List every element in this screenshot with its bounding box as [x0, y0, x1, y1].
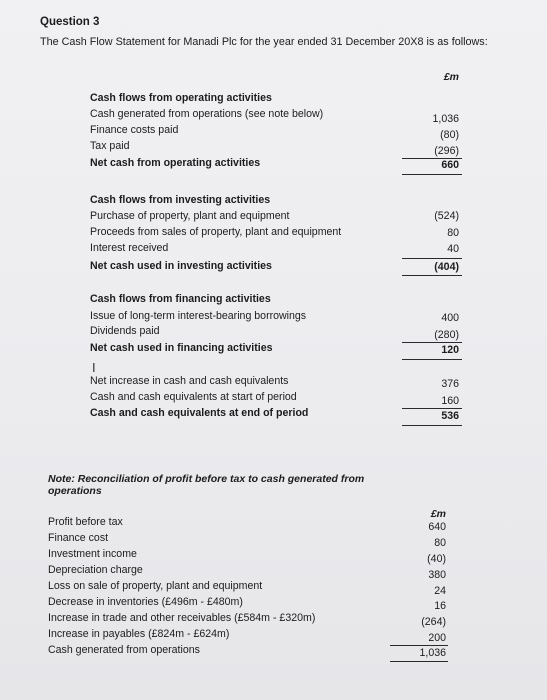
investing-heading: Cash flows from investing activities — [90, 194, 271, 206]
operating-row-amount: (80) — [440, 129, 459, 141]
total-rule — [402, 174, 462, 175]
summary-total-label: Cash and cash equivalents at end of period — [90, 407, 309, 419]
note-row-amount: 80 — [434, 537, 446, 549]
question-title: Question 3 — [40, 16, 100, 28]
note-row-amount: 24 — [434, 585, 446, 597]
operating-total-amount: 660 — [441, 159, 459, 171]
financing-row-label: Issue of long-term interest-bearing borrowings — [90, 310, 307, 322]
investing-row-amount: 80 — [447, 227, 459, 239]
financing-total-label: Net cash used in financing activities — [90, 342, 273, 354]
investing-row-label: Purchase of property, plant and equipment — [90, 210, 290, 222]
operating-total-label: Net cash from operating activities — [90, 157, 261, 169]
note-total-label: Cash generated from operations — [48, 644, 200, 656]
financing-row-label: Dividends paid — [90, 325, 160, 337]
investing-row-label: Proceeds from sales of property, plant and equipment — [90, 226, 342, 238]
note-row-label: Profit before tax — [48, 516, 123, 528]
operating-row-amount: 1,036 — [432, 113, 459, 125]
summary-row-label: Net increase in cash and cash equivalents — [90, 375, 289, 387]
currency-header: £m — [443, 71, 459, 83]
investing-total-amount: (404) — [434, 261, 459, 273]
intro-text: The Cash Flow Statement for Manadi Plc for the year ended 31 December 20X8 is as follows: — [40, 36, 488, 48]
financing-heading: Cash flows from financing activities — [90, 293, 271, 305]
summary-row-amount: 376 — [441, 378, 459, 390]
operating-row-label: Cash generated from operations (see note below) — [90, 108, 324, 120]
note-row-amount: 16 — [434, 600, 446, 612]
total-rule — [402, 359, 462, 360]
note-row-amount: (40) — [427, 553, 446, 565]
financing-row-amount: 400 — [441, 312, 459, 324]
note-currency-header: £m — [430, 508, 446, 520]
note-row-amount: 200 — [428, 632, 446, 644]
note-row-label: Finance cost — [48, 532, 109, 544]
operating-row-label: Tax paid — [90, 140, 130, 152]
summary-row-amount: 160 — [441, 395, 459, 407]
note-heading: Note: Reconciliation of profit before tax to cash generated from operations — [48, 473, 365, 497]
note-row-amount: 640 — [428, 521, 446, 533]
total-rule — [402, 275, 462, 276]
subtotal-rule — [402, 258, 462, 259]
note-row-label: Investment income — [48, 548, 137, 560]
note-row-label: Loss on sale of property, plant and equipment — [48, 580, 263, 592]
operating-row-label: Finance costs paid — [90, 124, 179, 136]
text-cursor-icon: I — [92, 360, 96, 375]
financing-row-amount: (280) — [434, 329, 459, 341]
investing-row-label: Interest received — [90, 242, 169, 254]
note-row-label: Increase in trade and other receivables (£584m - £320m) — [48, 612, 316, 624]
note-row-amount: (264) — [421, 616, 446, 628]
summary-total-amount: 536 — [441, 410, 459, 422]
note-row-amount: 380 — [428, 569, 446, 581]
note-total-amount: 1,036 — [419, 647, 446, 659]
operating-heading: Cash flows from operating activities — [90, 92, 272, 104]
investing-total-label: Net cash used in investing activities — [90, 260, 272, 272]
financing-total-amount: 120 — [441, 344, 459, 356]
total-rule — [390, 661, 448, 662]
note-row-label: Decrease in inventories (£496m - £480m) — [48, 596, 243, 608]
operating-row-amount: (296) — [434, 145, 459, 157]
note-row-label: Increase in payables (£824m - £624m) — [48, 628, 230, 640]
investing-row-amount: (524) — [434, 210, 459, 222]
summary-row-label: Cash and cash equivalents at start of period — [90, 391, 297, 403]
note-row-label: Depreciation charge — [48, 564, 143, 576]
subtotal-rule — [402, 408, 462, 409]
investing-row-amount: 40 — [447, 243, 459, 255]
subtotal-rule — [390, 645, 448, 646]
total-rule — [402, 425, 462, 426]
subtotal-rule — [402, 342, 462, 343]
